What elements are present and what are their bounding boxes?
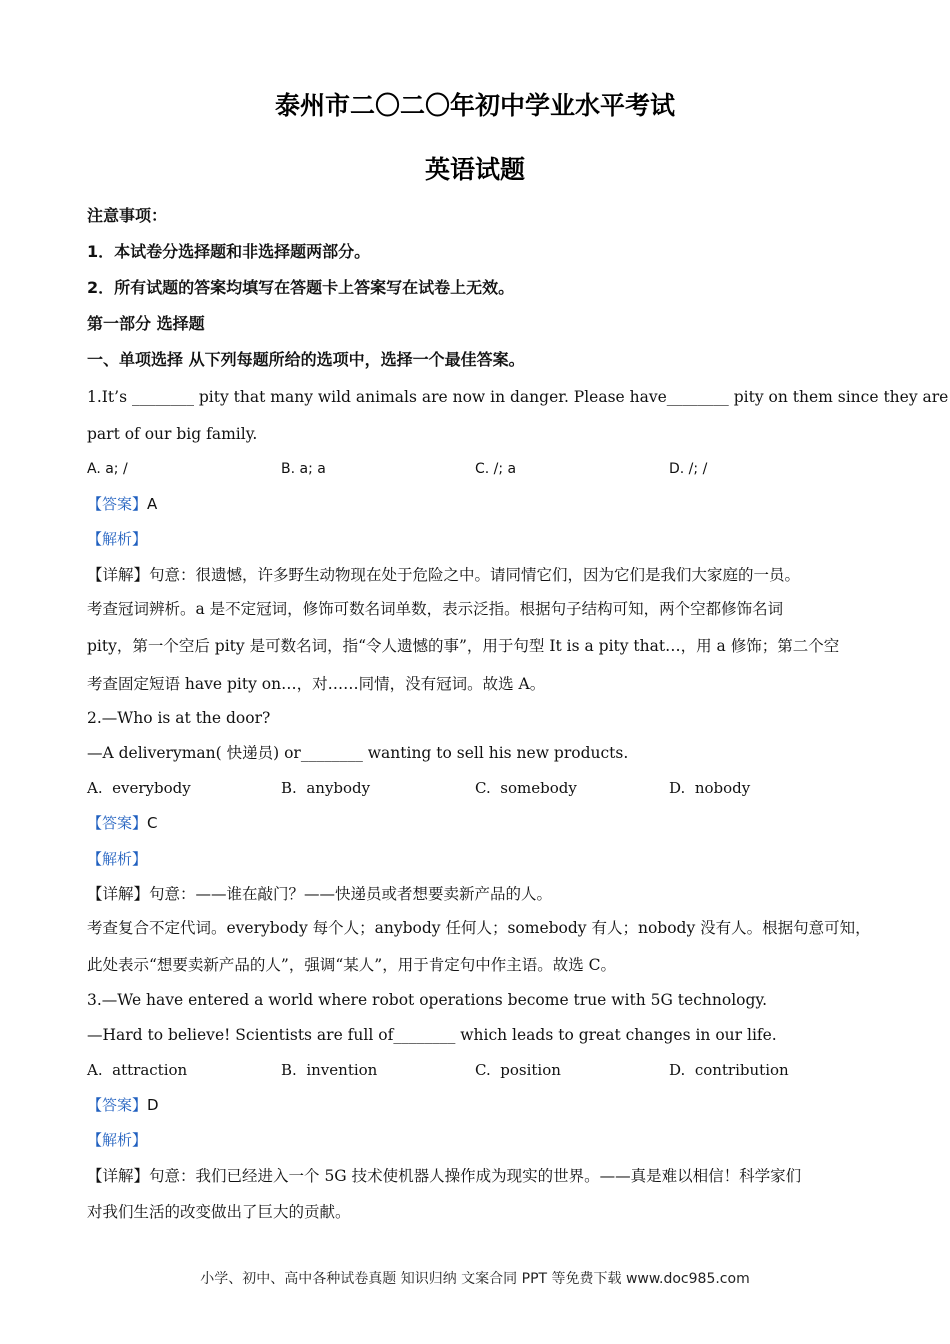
answer-tag: 【答案】 (87, 814, 148, 832)
q1-option-a: A. a; / (87, 461, 128, 477)
q3-detail-line-1 (87, 1165, 801, 1187)
q2-detail-line-3: 此处表示“想要卖新产品的人”，强调“某人”，用于肯定句中作主语。故选 C。 (87, 956, 616, 974)
analysis-tag: 【解析】 (87, 850, 148, 868)
answer-tag: 【答案】 (87, 495, 148, 513)
answer-value: A (147, 495, 158, 513)
page-subtitle: 英语试题 (424, 155, 525, 184)
q2-stem-line-1: 2.—Who is at the door? (87, 709, 271, 727)
q2-answer (87, 812, 158, 834)
notice-item-1: 1．本试卷分选择题和非选择题两部分。 (87, 242, 371, 261)
q1-stem-line-2: part of our big family. (87, 425, 258, 443)
detail-tag: 【详解】 (87, 885, 150, 903)
q3-option-d: D. contribution (669, 1061, 789, 1079)
detail-text: 句意：我们已经进入一个 5G 技术使机器人操作成为现实的世界。——真是难以相信！科学家们 (149, 1167, 802, 1185)
q3-detail-line-2: 对我们生活的改变做出了巨大的贡献。 (87, 1203, 351, 1221)
q1-stem-line-1: 1.It’s ________ pity that many wild animals are now in danger. Please have________ pity on them since they are (87, 388, 949, 406)
q3-stem-line-1: 3.—We have entered a world where robot operations become true with 5G technology. (87, 991, 768, 1009)
q3-option-a: A. attraction (87, 1061, 188, 1079)
q2-option-c: C. somebody (475, 779, 577, 797)
section-heading: 一、单项选择 从下列每题所给的选项中，选择一个最佳答案。 (87, 350, 525, 369)
q2-option-a: A. everybody (87, 779, 191, 797)
analysis-tag: 【解析】 (87, 530, 148, 548)
part-heading: 第一部分 选择题 (87, 314, 205, 333)
q3-answer (87, 1094, 159, 1116)
answer-tag: 【答案】 (87, 1096, 148, 1114)
detail-text: 句意：——谁在敲门？——快递员或者想要卖新产品的人。 (149, 885, 553, 903)
q1-analysis (87, 528, 147, 550)
q1-option-b: B. a; a (281, 461, 326, 477)
q2-stem-line-2: —A deliveryman( 快递员) or________ wanting to sell his new products. (87, 744, 629, 762)
q1-detail-line-4: 考查固定短语 have pity on…，对……同情，没有冠词。故选 A。 (87, 675, 546, 693)
page-title: 泰州市二〇二〇年初中学业水平考试 (274, 91, 675, 120)
q3-stem-line-2: —Hard to believe! Scientists are full of________ which leads to great changes in our life. (87, 1026, 777, 1044)
q1-detail-line-3: pity，第一个空后 pity 是可数名词，指“令人遗憾的事”，用于句型 It is a pity that…，用 a 修饰；第二个空 (87, 637, 840, 655)
analysis-tag: 【解析】 (87, 1131, 148, 1149)
q3-option-c: C. position (475, 1061, 561, 1079)
q1-option-c: C. /; a (475, 461, 517, 477)
detail-tag: 【详解】 (87, 566, 150, 584)
q1-option-d: D. /; / (669, 461, 708, 477)
q1-detail-line-2: 考查冠词辨析。a 是不定冠词，修饰可数名词单数，表示泛指。根据句子结构可知，两个空都修饰名词 (87, 600, 784, 618)
page-footer: 小学、初中、高中各种试卷真题 知识归纳 文案合同 PPT 等免费下载 www.doc985.com (200, 1271, 750, 1287)
q3-analysis (87, 1129, 147, 1151)
q1-answer (87, 493, 157, 515)
q2-detail-line-2: 考查复合不定代词。everybody 每个人；anybody 任何人；somebody 有人；nobody 没有人。根据句意可知， (87, 919, 871, 937)
notice-item-2: 2．所有试题的答案均填写在答题卡上答案写在试卷上无效。 (87, 278, 515, 297)
answer-value: D (147, 1096, 159, 1114)
detail-text: 句意：很遗憾，许多野生动物现在处于危险之中。请同情它们，因为它们是我们大家庭的一员。 (149, 566, 801, 584)
q1-detail-line-1 (87, 564, 800, 586)
q2-detail-line-1 (87, 883, 552, 905)
notice-heading: 注意事项： (87, 206, 168, 225)
q2-analysis (87, 848, 147, 870)
q3-option-b: B. invention (281, 1061, 378, 1079)
q2-option-b: B. anybody (281, 779, 371, 797)
q2-option-d: D. nobody (669, 779, 751, 797)
answer-value: C (147, 814, 158, 832)
detail-tag: 【详解】 (87, 1167, 150, 1185)
